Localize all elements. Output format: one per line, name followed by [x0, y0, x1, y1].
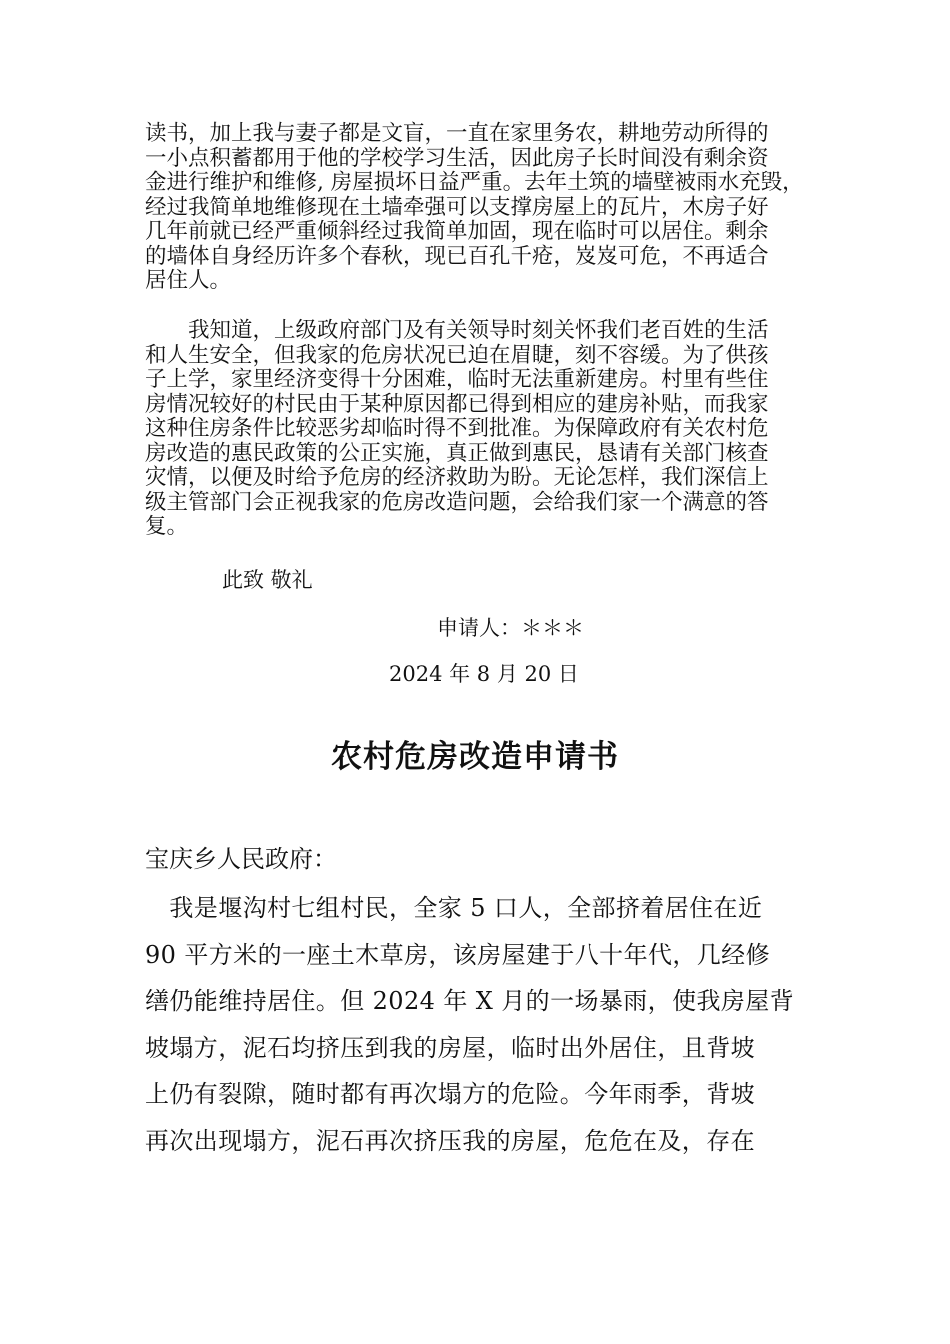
- paragraph-2-line: 级主管部门会正视我家的危房改造问题，会给我们家一个满意的答: [145, 489, 769, 515]
- page-title: 农村危房改造申请书: [331, 739, 619, 775]
- paragraph-1-line: 读书，加上我与妻子都是文盲，一直在家里务农，耕地劳动所得的: [145, 121, 769, 146]
- second-letter-body: [145, 885, 810, 1164]
- paragraph-1-line: 金进行维护和维修, 房屋损坏日益严重。去年土筑的墙壁被雨水充毁，: [145, 170, 804, 195]
- body-line: 上仍有裂隙，随时都有再次塌方的危险。今年雨季，背坡: [145, 1080, 755, 1108]
- paragraph-2-line: 我知道，上级政府部门及有关领导时刻关怀我们老百姓的生活: [145, 318, 769, 343]
- paragraph-1-line: 经过我简单地维修现在土墙牵强可以支撑房屋上的瓦片，木房子好: [145, 194, 769, 220]
- body-line: 缮仍能维持居住。但 2024 年 X 月的一场暴雨，使我房屋背: [145, 987, 795, 1015]
- paragraph-2-line: 子上学，家里经济变得十分困难，临时无法重新建房。村里有些住: [145, 367, 769, 392]
- body-line: 坡塌方，泥石均挤压到我的房屋，临时出外居住，且背坡: [145, 1033, 755, 1062]
- paragraph-1-line: 的墙体自身经历许多个春秋，现已百孔千疮，岌岌可危，不再适合: [145, 243, 769, 269]
- body-line: 90 平方米的一座土木草房，该房屋建于八十年代，几经修: [145, 940, 770, 969]
- paragraph-2-line: 房情况较好的村民由于某种原因都已得到相应的建房补贴，而我家: [145, 391, 769, 417]
- body-line: 再次出现塌方，泥石再次挤压我的房屋，危危在及，存在: [145, 1126, 755, 1155]
- paragraph-2-line: 灾情，以便及时给予危房的经济救助为盼。无论怎样，我们深信上: [145, 465, 769, 490]
- paragraph-2: [145, 319, 810, 540]
- paragraph-1-line: 几年前就已经严重倾斜经过我简单加固，现在临时可以居住。剩余: [145, 219, 769, 244]
- paragraph-2-line: 房改造的惠民政策的公正实施，真正做到惠民，恳请有关部门核查: [145, 440, 769, 466]
- paragraph-1-line: 一小点积蓄都用于他的学校学习生活，因此房子长时间没有剩余资: [145, 145, 769, 171]
- paragraph-1: [145, 122, 810, 294]
- body-line: 我是堰沟村七组村民，全家 5 口人，全部挤着居住在近: [145, 894, 763, 922]
- paragraph-1-line: 居住人。: [145, 268, 232, 293]
- closing-salute: 此致 敬礼: [222, 568, 313, 592]
- letter-date: 2024 年 8 月 20 日: [389, 662, 579, 686]
- paragraph-2-line: 和人生安全，但我家的危房状况已迫在眉睫，刻不容缓。为了供孩: [145, 342, 769, 368]
- paragraph-2-line: 这种住房条件比较恶劣却临时得不到批准。为保障政府有关农村危: [145, 416, 769, 441]
- salutation: 宝庆乡人民政府：: [145, 845, 337, 873]
- paragraph-2-line: 复。: [145, 514, 189, 539]
- applicant-signature: 申请人：＊＊＊: [437, 616, 584, 640]
